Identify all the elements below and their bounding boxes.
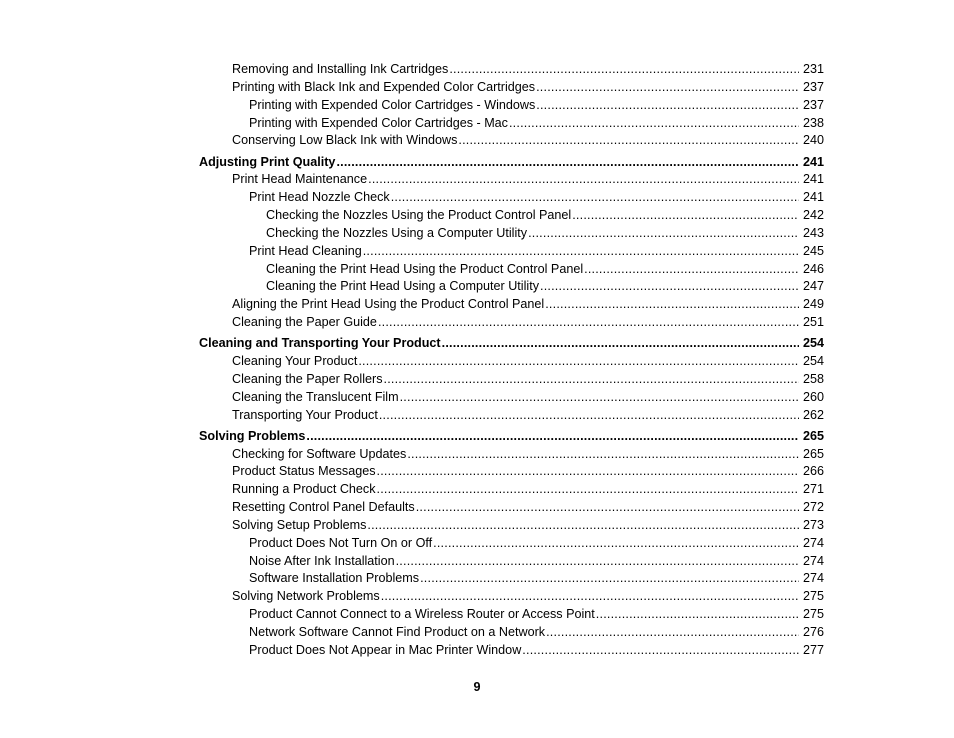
- toc-entry-title: Cleaning the Paper Rollers: [232, 372, 383, 386]
- toc-entry-title: Printing with Expended Color Cartridges - Mac: [249, 116, 508, 130]
- toc-entry-title: Cleaning the Paper Guide: [232, 315, 377, 329]
- toc-entry-title: Product Status Messages: [232, 464, 376, 478]
- dot-leader: [358, 352, 799, 370]
- dot-leader: [367, 516, 799, 534]
- toc-entry-title: Checking for Software Updates: [232, 447, 407, 461]
- toc-entry[interactable]: [232, 462, 824, 480]
- toc-entry-title: Checking the Nozzles Using a Computer Utility: [266, 226, 528, 240]
- dot-leader: [384, 370, 799, 388]
- toc-entry[interactable]: [232, 170, 824, 188]
- toc-entry[interactable]: [249, 623, 824, 641]
- toc-entry-title: Printing with Expended Color Cartridges - Windows: [249, 98, 536, 112]
- toc-entry-page: 241: [802, 190, 824, 204]
- dot-leader: [377, 462, 800, 480]
- toc-entry[interactable]: [232, 388, 824, 406]
- dot-leader: [584, 260, 799, 278]
- toc-entry[interactable]: [232, 406, 824, 424]
- dot-leader: [391, 188, 799, 206]
- dot-leader: [509, 114, 799, 132]
- toc-entry[interactable]: [249, 569, 824, 587]
- toc-entry[interactable]: [266, 277, 824, 295]
- toc-entry-page: 273: [802, 518, 824, 532]
- toc-entry-title: Print Head Nozzle Check: [249, 190, 390, 204]
- toc-entry[interactable]: [232, 445, 824, 463]
- toc-entry-page: 277: [802, 643, 824, 657]
- toc-entry-page: 254: [802, 354, 824, 368]
- toc-entry-title: Network Software Cannot Find Product on a Network: [249, 625, 546, 639]
- dot-leader: [400, 388, 799, 406]
- toc-entry-page: 231: [802, 62, 824, 76]
- toc-entry-title: Software Installation Problems: [249, 571, 420, 585]
- dot-leader: [458, 131, 799, 149]
- toc-entry-page: 265: [802, 429, 824, 443]
- toc-entry-page: 275: [802, 607, 824, 621]
- toc-entry-page: 258: [802, 372, 824, 386]
- dot-leader: [377, 480, 799, 498]
- toc-entry[interactable]: [232, 352, 824, 370]
- toc-entry-title: Noise After Ink Installation: [249, 554, 395, 568]
- toc-entry-page: 251: [802, 315, 824, 329]
- dot-leader: [336, 153, 799, 171]
- toc-entry-title: Product Does Not Appear in Mac Printer Window: [249, 643, 522, 657]
- dot-leader: [433, 534, 799, 552]
- dot-leader: [528, 224, 799, 242]
- toc-entry[interactable]: [249, 114, 824, 132]
- toc-entry-title: Cleaning Your Product: [232, 354, 358, 368]
- toc-entry-title: Solving Problems: [199, 429, 306, 443]
- dot-leader: [449, 60, 799, 78]
- dot-leader: [306, 427, 799, 445]
- toc-entry-title: Printing with Black Ink and Expended Color Cartridges: [232, 80, 536, 94]
- toc-entry-page: 274: [802, 571, 824, 585]
- toc-entry-page: 254: [802, 336, 824, 350]
- toc-entry-page: 249: [802, 297, 824, 311]
- toc-entry-title: Solving Network Problems: [232, 589, 380, 603]
- toc-entry[interactable]: [232, 480, 824, 498]
- dot-leader: [378, 313, 799, 331]
- dot-leader: [536, 96, 799, 114]
- toc-entry-title: Cleaning the Print Head Using the Product Control Panel: [266, 262, 584, 276]
- toc-entry[interactable]: [266, 260, 824, 278]
- toc-entry[interactable]: [249, 188, 824, 206]
- toc-entry-page: 243: [802, 226, 824, 240]
- dot-leader: [416, 498, 799, 516]
- toc-entry-title: Solving Setup Problems: [232, 518, 367, 532]
- toc-entry-page: 242: [802, 208, 824, 222]
- toc-entry-page: 247: [802, 279, 824, 293]
- toc-entry-page: 266: [802, 464, 824, 478]
- toc-entry-page: 260: [802, 390, 824, 404]
- toc-chapter-entry[interactable]: [199, 334, 824, 352]
- dot-leader: [546, 623, 799, 641]
- dot-leader: [540, 277, 799, 295]
- toc-entry-page: 237: [802, 80, 824, 94]
- toc-entry[interactable]: [232, 587, 824, 605]
- toc-entry[interactable]: [249, 605, 824, 623]
- toc-entry-title: Removing and Installing Ink Cartridges: [232, 62, 449, 76]
- toc-entry-page: 271: [802, 482, 824, 496]
- toc-entry[interactable]: [232, 78, 824, 96]
- dot-leader: [536, 78, 799, 96]
- toc-entry-title: Aligning the Print Head Using the Product Control Panel: [232, 297, 545, 311]
- toc-entry-title: Cleaning and Transporting Your Product: [199, 336, 441, 350]
- toc-entry-title: Checking the Nozzles Using the Product Control Panel: [266, 208, 572, 222]
- toc-entry-page: 275: [802, 589, 824, 603]
- toc-entry[interactable]: [232, 131, 824, 149]
- dot-leader: [407, 445, 799, 463]
- toc-entry[interactable]: [266, 206, 824, 224]
- toc-entry-page: 274: [802, 536, 824, 550]
- dot-leader: [596, 605, 799, 623]
- dot-leader: [381, 587, 799, 605]
- toc-entry[interactable]: [249, 96, 824, 114]
- toc-entry-title: Product Does Not Turn On or Off: [249, 536, 433, 550]
- toc-entry[interactable]: [249, 641, 824, 659]
- toc-entry[interactable]: [232, 516, 824, 534]
- dot-leader: [545, 295, 799, 313]
- toc-entry-title: Print Head Maintenance: [232, 172, 368, 186]
- page-number: 9: [473, 680, 481, 694]
- toc-entry-title: Running a Product Check: [232, 482, 376, 496]
- toc-entry[interactable]: [232, 370, 824, 388]
- toc-entry-title: Conserving Low Black Ink with Windows: [232, 133, 458, 147]
- toc-entry[interactable]: [249, 534, 824, 552]
- toc-entry-page: 276: [802, 625, 824, 639]
- toc-entry-page: 240: [802, 133, 824, 147]
- dot-leader: [572, 206, 799, 224]
- toc-entry[interactable]: [232, 313, 824, 331]
- dot-leader: [396, 552, 799, 570]
- toc-entry-page: 272: [802, 500, 824, 514]
- toc-entry[interactable]: [249, 242, 824, 260]
- toc-entry[interactable]: [266, 224, 824, 242]
- toc-entry-page: 238: [802, 116, 824, 130]
- dot-leader: [379, 406, 799, 424]
- toc-entry[interactable]: [232, 60, 824, 78]
- toc-entry-title: Cleaning the Print Head Using a Computer Utility: [266, 279, 539, 293]
- dot-leader: [442, 334, 799, 352]
- dot-leader: [368, 170, 799, 188]
- dot-leader: [363, 242, 799, 260]
- dot-leader: [522, 641, 799, 659]
- toc-entry-title: Print Head Cleaning: [249, 244, 362, 258]
- toc-entry-page: 237: [802, 98, 824, 112]
- toc-entry-title: Product Cannot Connect to a Wireless Router or Access Point: [249, 607, 595, 621]
- toc-entry[interactable]: [232, 498, 824, 516]
- toc-entry-page: 241: [802, 172, 824, 186]
- toc-chapter-entry[interactable]: [199, 427, 824, 445]
- toc-entry-title: Adjusting Print Quality: [199, 155, 336, 169]
- toc-entry-title: Transporting Your Product: [232, 408, 378, 422]
- toc-chapter-entry[interactable]: [199, 153, 824, 171]
- toc-entry[interactable]: [232, 295, 824, 313]
- toc-entry-page: 262: [802, 408, 824, 422]
- toc-entry-title: Cleaning the Translucent Film: [232, 390, 399, 404]
- toc-entry-page: 246: [802, 262, 824, 276]
- toc-entry[interactable]: [249, 552, 824, 570]
- toc-entry-page: 274: [802, 554, 824, 568]
- dot-leader: [420, 569, 799, 587]
- toc-entry-title: Resetting Control Panel Defaults: [232, 500, 415, 514]
- toc-entry-page: 241: [802, 155, 824, 169]
- toc-entry-page: 245: [802, 244, 824, 258]
- toc-entry-page: 265: [802, 447, 824, 461]
